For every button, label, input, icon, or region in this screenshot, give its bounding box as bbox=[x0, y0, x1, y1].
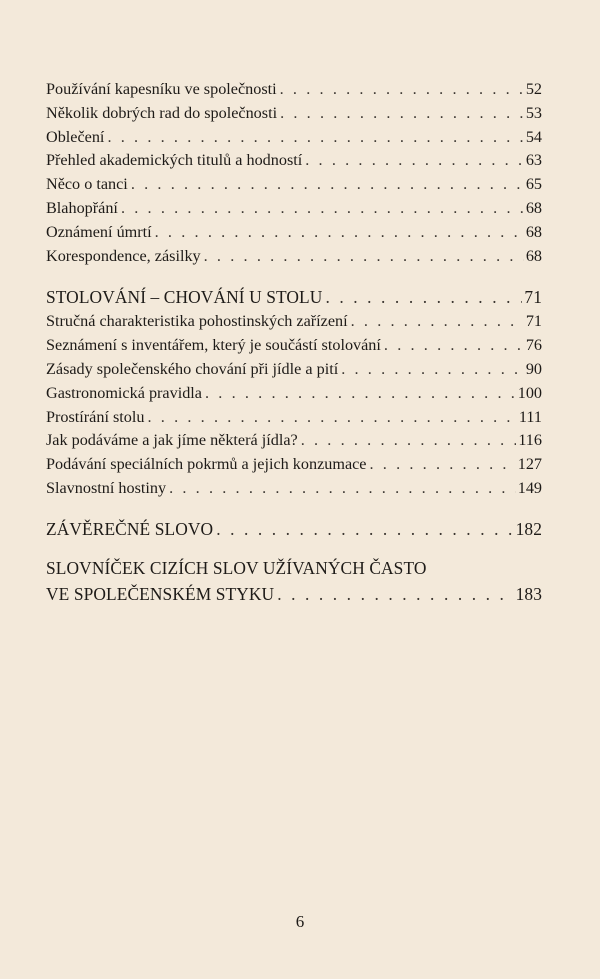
toc-entry-title: Oznámení úmrtí bbox=[46, 222, 152, 241]
dot-leader bbox=[204, 245, 524, 269]
dot-leader bbox=[305, 149, 524, 173]
toc-entry-page: 90 bbox=[525, 359, 542, 378]
dot-leader bbox=[169, 477, 516, 501]
dot-leader bbox=[121, 197, 524, 221]
dot-leader bbox=[280, 102, 524, 126]
toc-entry-page: 100 bbox=[517, 383, 542, 402]
toc-heading-title: ZÁVĚREČNÉ SLOVO bbox=[46, 518, 214, 539]
toc-entry-page: 54 bbox=[525, 127, 542, 146]
toc-entry-page: 127 bbox=[517, 455, 542, 474]
toc-entry-title: Slavnostní hostiny bbox=[46, 478, 167, 497]
toc-entry bbox=[46, 126, 542, 150]
toc-section-heading bbox=[46, 284, 542, 310]
toc-entry bbox=[46, 429, 542, 453]
toc-entry-title: Podávání speciálních pokrmů a jejich konzumace bbox=[46, 455, 367, 474]
toc-section-heading bbox=[46, 581, 542, 607]
toc-entry-page: 76 bbox=[525, 336, 542, 355]
toc-heading-page: 183 bbox=[515, 583, 542, 604]
toc-heading-title-line-1: SLOVNÍČEK CIZÍCH SLOV UŽÍVANÝCH ČASTO bbox=[46, 557, 427, 578]
page-number: 6 bbox=[295, 912, 305, 931]
section-spacer bbox=[46, 501, 542, 516]
dot-leader bbox=[341, 358, 524, 382]
dot-leader bbox=[155, 221, 524, 245]
toc-entry-title: Korespondence, zásilky bbox=[46, 246, 201, 265]
toc-entry-title: Seznámení s inventářem, který je součástí stolování bbox=[46, 336, 381, 355]
dot-leader bbox=[370, 453, 516, 477]
dot-leader bbox=[205, 382, 516, 406]
toc-entry bbox=[46, 221, 542, 245]
toc-heading-title-line-2: VE SPOLEČENSKÉM STYKU bbox=[46, 583, 275, 604]
toc-entry-title: Prostírání stolu bbox=[46, 407, 145, 426]
toc-entry-title: Přehled akademických titulů a hodností bbox=[46, 151, 303, 170]
toc-heading-page: 182 bbox=[515, 518, 542, 539]
toc-entry-page: 111 bbox=[518, 407, 542, 426]
dot-leader bbox=[131, 173, 524, 197]
toc-section-heading bbox=[46, 516, 542, 542]
toc-entry-page: 71 bbox=[525, 312, 542, 331]
table-of-contents bbox=[46, 78, 542, 607]
toc-entry-page: 116 bbox=[518, 431, 542, 450]
toc-entry bbox=[46, 334, 542, 358]
toc-entry-title: Stručná charakteristika pohostinských zařízení bbox=[46, 312, 348, 331]
toc-entry-page: 65 bbox=[525, 175, 542, 194]
toc-heading-title: STOLOVÁNÍ – CHOVÁNÍ U STOLU bbox=[46, 287, 323, 308]
toc-entry-title: Jak podáváme a jak jíme některá jídla? bbox=[46, 431, 298, 450]
section-spacer bbox=[46, 268, 542, 284]
toc-entry-title: Oblečení bbox=[46, 127, 105, 146]
dot-leader bbox=[301, 429, 517, 453]
toc-entry bbox=[46, 173, 542, 197]
toc-entry bbox=[46, 78, 542, 102]
dot-leader bbox=[277, 581, 513, 607]
toc-entry-page: 52 bbox=[525, 80, 542, 98]
toc-entry bbox=[46, 245, 542, 269]
section-spacer bbox=[46, 542, 542, 555]
toc-entry bbox=[46, 453, 542, 477]
toc-heading-page: 71 bbox=[524, 287, 542, 308]
toc-entry-page: 68 bbox=[525, 222, 542, 241]
toc-entry-page: 149 bbox=[517, 478, 542, 497]
toc-entry-title: Blahopřání bbox=[46, 198, 118, 217]
toc-entry-title: Něco o tanci bbox=[46, 175, 128, 194]
toc-entry bbox=[46, 406, 542, 430]
toc-entry-title: Gastronomická pravidla bbox=[46, 383, 202, 402]
dot-leader bbox=[384, 334, 524, 358]
toc-entry-title: Zásady společenského chování při jídle a pití bbox=[46, 359, 339, 378]
toc-entry-page: 53 bbox=[525, 103, 542, 122]
toc-entry bbox=[46, 197, 542, 221]
toc-entry bbox=[46, 382, 542, 406]
dot-leader bbox=[280, 78, 524, 102]
toc-entry bbox=[46, 310, 542, 334]
toc-entry-title: Používání kapesníku ve společnosti bbox=[46, 80, 277, 98]
dot-leader bbox=[107, 126, 523, 150]
dot-leader bbox=[351, 310, 524, 334]
toc-entry-page: 68 bbox=[525, 198, 542, 217]
dot-leader bbox=[147, 406, 516, 430]
toc-entry-title: Několik dobrých rad do společnosti bbox=[46, 103, 278, 122]
toc-entry-page: 63 bbox=[525, 151, 542, 170]
dot-leader bbox=[216, 516, 513, 542]
toc-entry bbox=[46, 477, 542, 501]
toc-entry bbox=[46, 358, 542, 382]
toc-entry-page: 68 bbox=[525, 246, 542, 265]
dot-leader bbox=[325, 284, 522, 310]
toc-entry bbox=[46, 149, 542, 173]
toc-entry bbox=[46, 102, 542, 126]
